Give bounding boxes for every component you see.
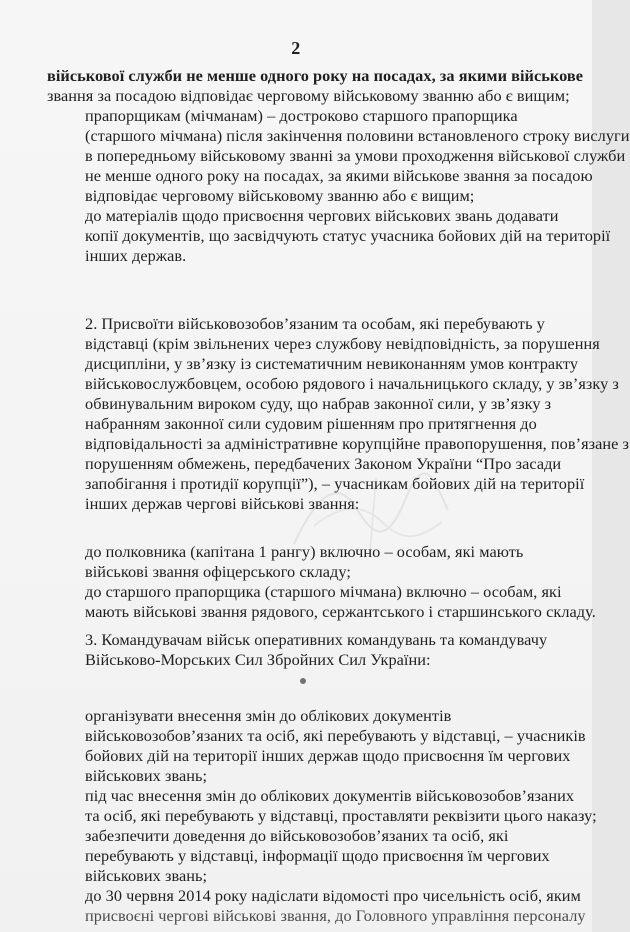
section-2-line-12: військові звання офіцерського складу; [85,562,351,581]
page-number: 2 [291,38,301,58]
section-2-line-5: обвинувальним вироком суду, що набрав законної сили, у зв’язку з [85,394,552,413]
section-2-line-1: 2. Присвоїти військовозобов’язаним та особам, які перебувають у [85,314,545,333]
section-2-line-2: відставці (крім звільнених через службову невідповідність, за порушення [85,334,600,353]
section-2 [47,314,630,622]
section-2-line-6: набранням законної сили судовим рішенням про притягнення до [85,414,537,433]
section-2-line-7: відповідальності за адміністративне корупційне правопорушення, пов’язане з [85,434,630,453]
section-3-line-9: забезпечити доведення до військовозобов’язаних та осіб, які [85,826,509,845]
section-1-line-5: в попередньому військовому званні за умови проходження військової служби [85,146,626,165]
section-3-line-11: військових звань; [85,866,208,885]
section-1-line-6: не менше одного року на посадах, за якими військове звання за посадою [85,166,593,185]
section-3-line-12: до 30 червня 2014 року надіслати відомості про чисельність осіб, яким [85,886,581,905]
section-3 [47,630,597,926]
section-2-line-9: запобігання і протидії корупції”), – учасникам бойових дій на території [85,474,585,493]
section-2-line-4: військовослужбовцем, особою рядового і начальницького складу, у зв’язку з [85,374,619,393]
section-3-line-8: та осіб, які перебувають у відставці, проставляти реквізити цього наказу; [85,806,597,825]
section-2-line-11: до полковника (капітана 1 рангу) включно – особам, які мають [85,542,524,561]
section-1-line-9: копії документів, що засвідчують статус учасника бойових дій на території [85,226,611,245]
section-3-line-7: під час внесення змін до облікових документів військовозобов’язаних [85,786,575,805]
section-2-line-8: порушенням обмежень, передбачених Законом України “Про засади [85,454,562,473]
section-1-line-7: відповідає черговому військовому званню або є вищим; [85,186,475,205]
section-3-line-10: перебувають у відставці, інформації щодо присвоєння їм чергових [85,846,550,865]
section-3-line-4: військовозобов’язаних та осіб, які перебувають у відставці, – учасників [85,726,586,745]
section-3-line-13: присвоєні чергові військові звання, до Головного управління персоналу [85,906,586,925]
section-3-line-2: Військово-Морських Сил Збройних Сил України: [85,650,431,669]
section-1-line-4: (старшого мічмана) після закінчення половини встановленого строку вислуги [85,126,630,145]
section-3-line-6: військових звань; [85,766,208,785]
section-1-line-10: інших держав. [85,246,187,265]
section-1-line-3: прапорщикам (мічманам) – достроково старшого прапорщика [85,106,518,125]
section-3-line-5: бойових дій на території інших держав щодо присвоєння їм чергових [85,746,571,765]
section-1 [47,66,630,266]
section-1-line-2: звання за посадою відповідає черговому військовому званню або є вищим; [47,86,570,105]
section-2-line-13: до старшого прапорщика (старшого мічмана) включно – особам, які [85,582,562,601]
section-2-line-10: інших держав чергові військові звання: [85,494,360,513]
section-1-line-8: до матеріалів щодо присвоєння чергових військових звань додавати [85,206,559,225]
section-1-line-1: військової служби не менше одного року на посадах, за якими військове [47,66,584,85]
section-3-line-3: організувати внесення змін до облікових документів [85,706,452,725]
section-2-line-14: мають військові звання рядового, сержантського і старшинського складу. [85,602,596,621]
section-3-line-1: 3. Командувачам військ оперативних командувань та командувачу [85,630,548,649]
section-2-line-3: дисципліни, у зв’язку із систематичним невиконанням умов контракту [85,354,579,373]
